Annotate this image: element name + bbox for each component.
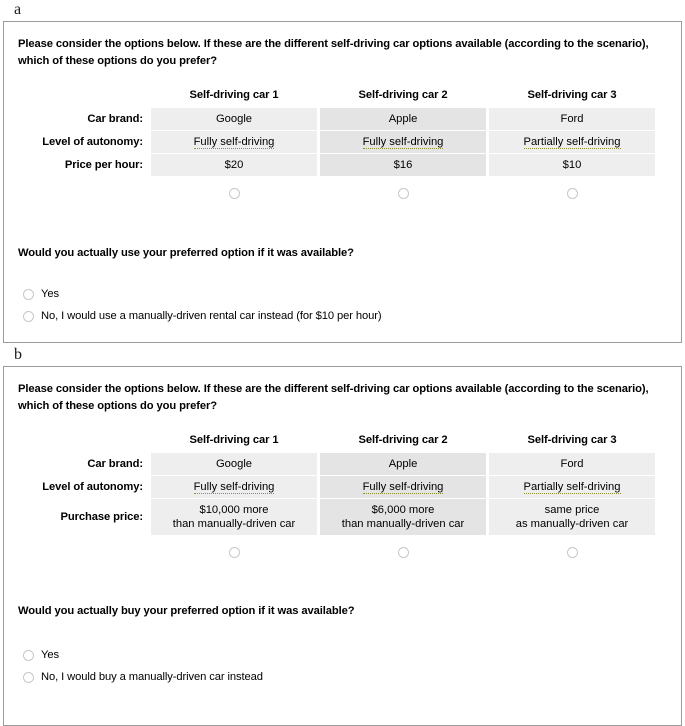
cell-price-1: $20 [151, 154, 317, 176]
purchase-price-line2: than manually-driven car [341, 518, 465, 530]
answer-no-radio[interactable] [23, 311, 34, 322]
panel-label-b: b [14, 346, 22, 363]
radio-row-tail-blank [658, 177, 685, 203]
cell-car-brand-1: Google [151, 453, 317, 475]
table-row [7, 154, 685, 176]
table-row [7, 108, 685, 130]
spellcheck-underline-text: Fully self-driving [193, 136, 275, 148]
prompt-text-a: Please consider the options below. If these are the different self-driving car options available (according to the scenario), which of these options do you prefer? [18, 38, 649, 67]
followup-question-b: Would you actually buy your preferred option if it was available? [18, 605, 355, 617]
survey-panel-a [3, 21, 682, 343]
table-header-row [7, 89, 685, 107]
survey-panel-b [3, 366, 682, 726]
answer-no-label: No, I would use a manually-driven rental car instead (for $10 per hour) [41, 310, 382, 322]
radio-row-label-blank [7, 177, 148, 203]
answer-yes-radio[interactable] [23, 650, 34, 661]
cell-car-brand-2: Apple [320, 453, 486, 475]
spellcheck-underline-text: Fully self-driving [362, 136, 444, 148]
option-radio-cell-2[interactable] [320, 177, 486, 203]
purchase-price-line1: same price [544, 504, 600, 516]
options-table-a [4, 88, 685, 204]
cell-autonomy-2 [320, 131, 486, 153]
spellcheck-underline-text: Partially self-driving [523, 481, 621, 493]
followup-answers-a [4, 259, 681, 327]
answer-yes-label: Yes [41, 649, 59, 661]
row-label-level-of-autonomy: Level of autonomy: [42, 136, 143, 148]
row-tail-blank [658, 499, 685, 535]
spellcheck-underline-text: Fully self-driving [193, 481, 275, 493]
row-tail-blank [658, 453, 685, 475]
answer-option-yes[interactable] [18, 644, 667, 666]
cell-car-brand-2: Apple [320, 108, 486, 130]
table-row [7, 453, 685, 475]
answer-no-label: No, I would buy a manually-driven car instead [41, 671, 263, 683]
row-label-purchase-price: Purchase price: [60, 511, 143, 523]
cell-price-3: $10 [489, 154, 655, 176]
option-1-radio[interactable] [229, 547, 240, 558]
option-radio-cell-3[interactable] [489, 177, 655, 203]
header-tail-blank [658, 89, 685, 107]
row-tail-blank [658, 108, 685, 130]
spellcheck-underline-text: Partially self-driving [523, 136, 621, 148]
answer-yes-label: Yes [41, 288, 59, 300]
row-label-car-brand: Car brand: [87, 113, 143, 125]
cell-autonomy-2 [320, 476, 486, 498]
row-tail-blank [658, 154, 685, 176]
option-radio-row [7, 177, 685, 203]
table-top-spacer-b [4, 414, 681, 433]
column-header-car-3: Self-driving car 3 [527, 434, 617, 446]
answer-yes-radio[interactable] [23, 289, 34, 300]
option-radio-cell-3[interactable] [489, 536, 655, 562]
column-header-car-2: Self-driving car 2 [358, 89, 448, 101]
options-table-b [4, 433, 685, 563]
option-radio-cell-1[interactable] [151, 536, 317, 562]
purchase-price-line1: $6,000 more [371, 504, 435, 516]
answer-no-radio[interactable] [23, 672, 34, 683]
cell-autonomy-3 [489, 131, 655, 153]
row-label-car-brand: Car brand: [87, 458, 143, 470]
purchase-price-line2: as manually-driven car [515, 518, 629, 530]
answer-option-yes[interactable] [18, 283, 667, 305]
column-header-car-1: Self-driving car 1 [189, 89, 279, 101]
cell-car-brand-3: Ford [489, 453, 655, 475]
header-tail-blank [658, 434, 685, 452]
option-2-radio[interactable] [398, 188, 409, 199]
column-header-car-3: Self-driving car 3 [527, 89, 617, 101]
purchase-price-line2: than manually-driven car [172, 518, 296, 530]
option-radio-cell-2[interactable] [320, 536, 486, 562]
option-radio-row [7, 536, 685, 562]
option-3-radio[interactable] [567, 188, 578, 199]
option-2-radio[interactable] [398, 547, 409, 558]
answer-option-no[interactable] [18, 305, 667, 327]
cell-car-brand-3: Ford [489, 108, 655, 130]
row-label-level-of-autonomy: Level of autonomy: [42, 481, 143, 493]
followup-question-a: Would you actually use your preferred option if it was available? [18, 247, 354, 259]
cell-purchase-price-3 [489, 499, 655, 535]
row-tail-blank [658, 476, 685, 498]
option-radio-cell-1[interactable] [151, 177, 317, 203]
cell-purchase-price-2 [320, 499, 486, 535]
spellcheck-underline-text: Fully self-driving [362, 481, 444, 493]
radio-row-label-blank [7, 536, 148, 562]
column-header-car-1: Self-driving car 1 [189, 434, 279, 446]
purchase-price-line1: $10,000 more [199, 504, 269, 516]
panel-label-a: a [14, 1, 22, 18]
option-3-radio[interactable] [567, 547, 578, 558]
cell-price-2: $16 [320, 154, 486, 176]
table-row [7, 131, 685, 153]
table-row [7, 499, 685, 535]
header-corner-blank [7, 89, 148, 107]
followup-answers-b [4, 617, 681, 688]
cell-autonomy-3 [489, 476, 655, 498]
header-corner-blank [7, 434, 148, 452]
row-label-price-per-hour: Price per hour: [64, 159, 143, 171]
cell-autonomy-1 [151, 131, 317, 153]
table-row [7, 476, 685, 498]
option-1-radio[interactable] [229, 188, 240, 199]
cell-car-brand-1: Google [151, 108, 317, 130]
table-top-spacer-a [4, 69, 681, 88]
answer-option-no[interactable] [18, 666, 667, 688]
table-header-row [7, 434, 685, 452]
cell-purchase-price-1 [151, 499, 317, 535]
radio-row-tail-blank [658, 536, 685, 562]
prompt-text-b: Please consider the options below. If these are the different self-driving car options available (according to the scenario), which of these options do you prefer? [18, 383, 649, 412]
column-header-car-2: Self-driving car 2 [358, 434, 448, 446]
cell-autonomy-1 [151, 476, 317, 498]
row-tail-blank [658, 131, 685, 153]
